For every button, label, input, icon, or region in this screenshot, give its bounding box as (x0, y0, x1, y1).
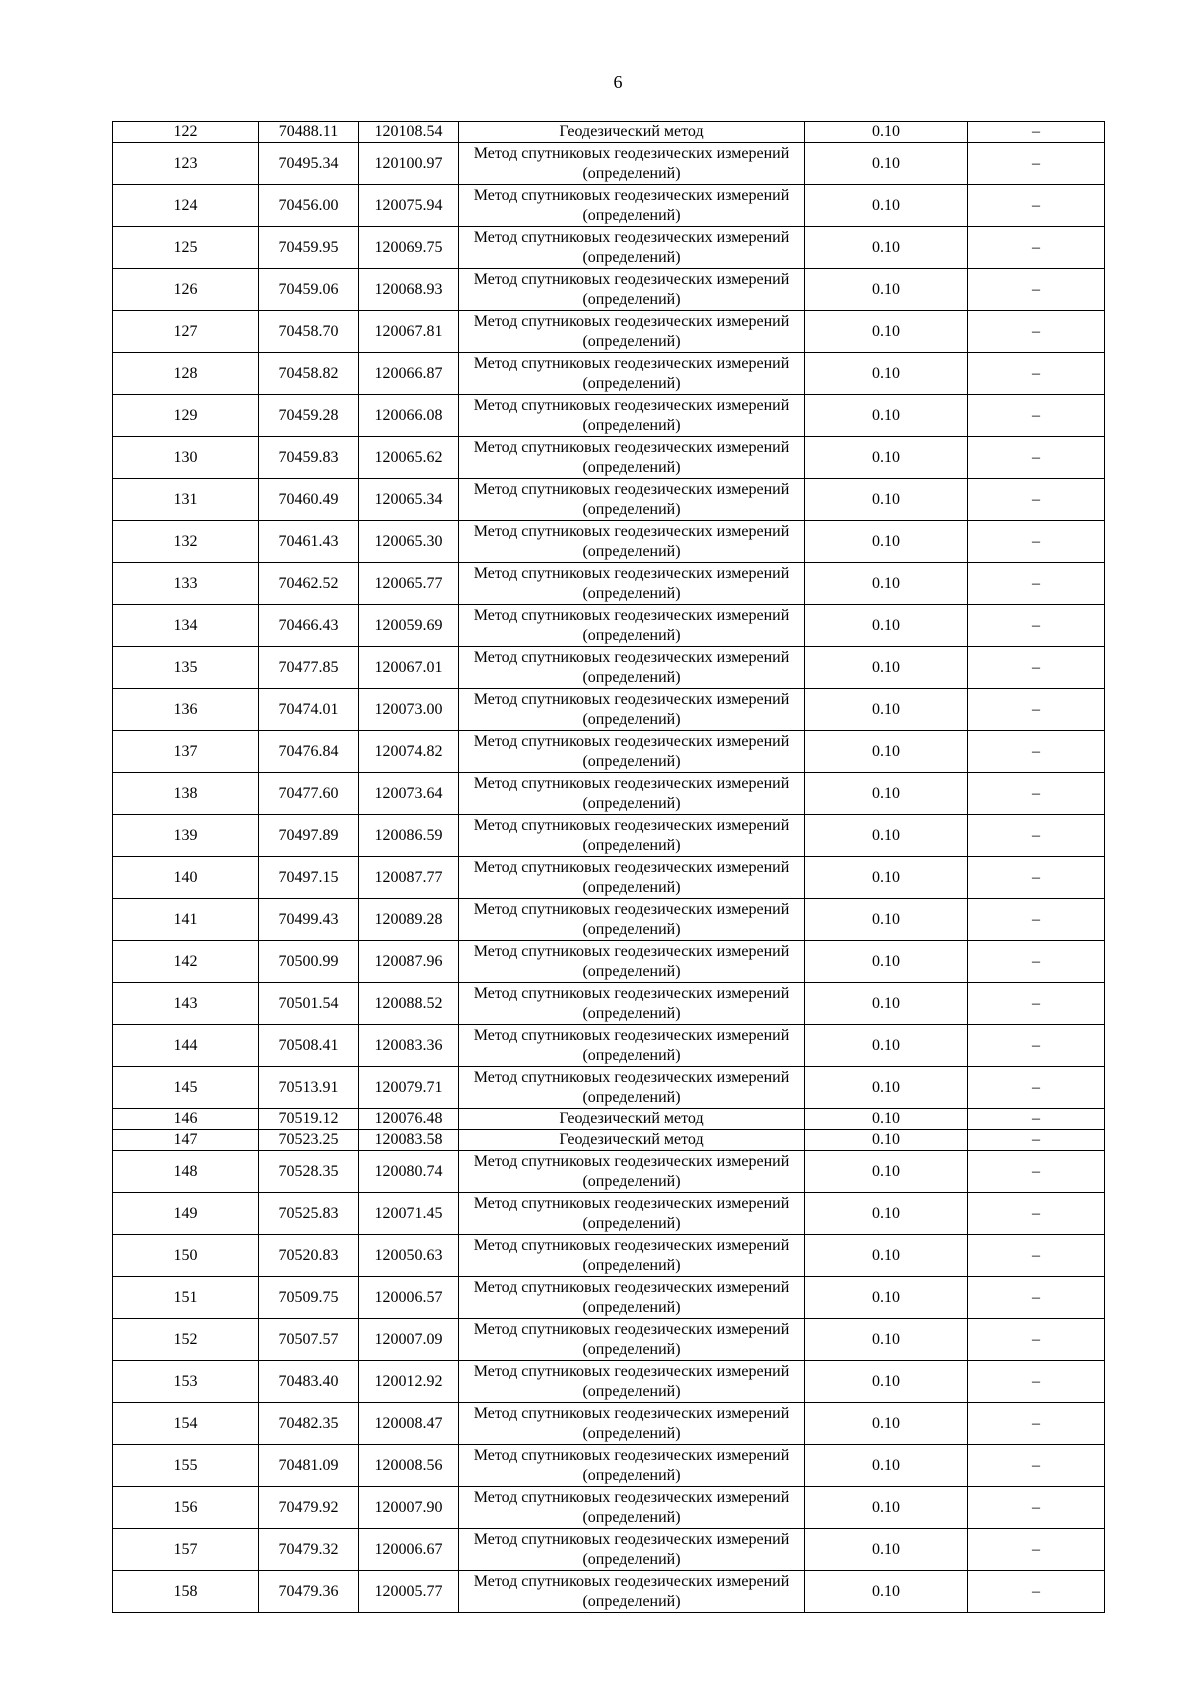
coordinate-x-cell: 70466.43 (259, 605, 359, 647)
method-cell: Метод спутниковых геодезических измерений (определений) (459, 773, 805, 815)
method-cell: Метод спутниковых геодезических измерений (определений) (459, 479, 805, 521)
method-cell: Метод спутниковых геодезических измерений (определений) (459, 1025, 805, 1067)
description-cell: – (968, 773, 1105, 815)
coordinate-y-cell: 120065.62 (359, 437, 459, 479)
table-row (113, 1235, 1105, 1277)
description-cell: – (968, 563, 1105, 605)
description-cell: – (968, 185, 1105, 227)
point-number-cell: 128 (113, 353, 259, 395)
description-cell: – (968, 1193, 1105, 1235)
point-number-cell: 122 (113, 122, 259, 143)
table-row (113, 1445, 1105, 1487)
accuracy-cell: 0.10 (805, 1529, 968, 1571)
description-cell: – (968, 1529, 1105, 1571)
accuracy-cell: 0.10 (805, 983, 968, 1025)
method-cell: Метод спутниковых геодезических измерений (определений) (459, 605, 805, 647)
table-row (113, 185, 1105, 227)
point-number-cell: 146 (113, 1109, 259, 1130)
method-cell: Метод спутниковых геодезических измерений (определений) (459, 1193, 805, 1235)
method-cell: Метод спутниковых геодезических измерений (определений) (459, 227, 805, 269)
coordinate-y-cell: 120007.09 (359, 1319, 459, 1361)
method-cell: Метод спутниковых геодезических измерений (определений) (459, 269, 805, 311)
accuracy-cell: 0.10 (805, 1025, 968, 1067)
coordinate-x-cell: 70519.12 (259, 1109, 359, 1130)
description-cell: – (968, 311, 1105, 353)
point-number-cell: 136 (113, 689, 259, 731)
method-cell: Метод спутниковых геодезических измерений (определений) (459, 731, 805, 773)
coordinate-y-cell: 120069.75 (359, 227, 459, 269)
table-row (113, 227, 1105, 269)
method-cell: Метод спутниковых геодезических измерений (определений) (459, 1235, 805, 1277)
table-row (113, 1109, 1105, 1130)
point-number-cell: 145 (113, 1067, 259, 1109)
coordinate-y-cell: 120083.36 (359, 1025, 459, 1067)
table-row (113, 1067, 1105, 1109)
coordinate-x-cell: 70459.28 (259, 395, 359, 437)
accuracy-cell: 0.10 (805, 941, 968, 983)
method-cell: Метод спутниковых геодезических измерений (определений) (459, 1361, 805, 1403)
coordinate-y-cell: 120050.63 (359, 1235, 459, 1277)
coordinate-y-cell: 120067.01 (359, 647, 459, 689)
description-cell: – (968, 1025, 1105, 1067)
coordinate-x-cell: 70482.35 (259, 1403, 359, 1445)
description-cell: – (968, 353, 1105, 395)
method-cell: Метод спутниковых геодезических измерений (определений) (459, 311, 805, 353)
table-row (113, 1319, 1105, 1361)
accuracy-cell: 0.10 (805, 1487, 968, 1529)
point-number-cell: 144 (113, 1025, 259, 1067)
point-number-cell: 158 (113, 1571, 259, 1613)
method-cell: Метод спутниковых геодезических измерений (определений) (459, 437, 805, 479)
accuracy-cell: 0.10 (805, 1403, 968, 1445)
coordinate-x-cell: 70459.83 (259, 437, 359, 479)
point-number-cell: 149 (113, 1193, 259, 1235)
table-row (113, 437, 1105, 479)
table-row (113, 521, 1105, 563)
point-number-cell: 137 (113, 731, 259, 773)
coordinate-y-cell: 120065.77 (359, 563, 459, 605)
description-cell: – (968, 689, 1105, 731)
point-number-cell: 150 (113, 1235, 259, 1277)
coordinate-y-cell: 120066.08 (359, 395, 459, 437)
method-cell: Метод спутниковых геодезических измерений (определений) (459, 1067, 805, 1109)
table-row (113, 353, 1105, 395)
coordinate-x-cell: 70477.85 (259, 647, 359, 689)
table-row (113, 311, 1105, 353)
coordinate-x-cell: 70499.43 (259, 899, 359, 941)
table-row (113, 815, 1105, 857)
description-cell: – (968, 122, 1105, 143)
point-number-cell: 124 (113, 185, 259, 227)
coordinate-x-cell: 70528.35 (259, 1151, 359, 1193)
coordinate-y-cell: 120073.00 (359, 689, 459, 731)
accuracy-cell: 0.10 (805, 1319, 968, 1361)
coordinate-y-cell: 120008.56 (359, 1445, 459, 1487)
coordinate-y-cell: 120074.82 (359, 731, 459, 773)
coordinate-x-cell: 70458.82 (259, 353, 359, 395)
coordinate-y-cell: 120100.97 (359, 143, 459, 185)
description-cell: – (968, 1571, 1105, 1613)
coordinate-x-cell: 70458.70 (259, 311, 359, 353)
accuracy-cell: 0.10 (805, 395, 968, 437)
description-cell: – (968, 479, 1105, 521)
accuracy-cell: 0.10 (805, 1130, 968, 1151)
method-cell: Метод спутниковых геодезических измерений (определений) (459, 143, 805, 185)
point-number-cell: 135 (113, 647, 259, 689)
point-number-cell: 141 (113, 899, 259, 941)
coordinate-y-cell: 120008.47 (359, 1403, 459, 1445)
coordinate-y-cell: 120076.48 (359, 1109, 459, 1130)
method-cell: Метод спутниковых геодезических измерений (определений) (459, 689, 805, 731)
coordinate-x-cell: 70488.11 (259, 122, 359, 143)
coordinate-y-cell: 120080.74 (359, 1151, 459, 1193)
point-number-cell: 134 (113, 605, 259, 647)
accuracy-cell: 0.10 (805, 1277, 968, 1319)
point-number-cell: 157 (113, 1529, 259, 1571)
table-row (113, 1361, 1105, 1403)
method-cell: Метод спутниковых геодезических измерений (определений) (459, 185, 805, 227)
coordinate-y-cell: 120012.92 (359, 1361, 459, 1403)
coordinate-y-cell: 120075.94 (359, 185, 459, 227)
point-number-cell: 133 (113, 563, 259, 605)
description-cell: – (968, 1277, 1105, 1319)
table-row (113, 647, 1105, 689)
coordinate-y-cell: 120065.30 (359, 521, 459, 563)
point-number-cell: 126 (113, 269, 259, 311)
page-number: 6 (613, 72, 623, 92)
table-row (113, 122, 1105, 143)
table-row (113, 1571, 1105, 1613)
description-cell: – (968, 647, 1105, 689)
coordinate-x-cell: 70481.09 (259, 1445, 359, 1487)
accuracy-cell: 0.10 (805, 731, 968, 773)
method-cell: Геодезический метод (459, 122, 805, 143)
coordinate-y-cell: 120066.87 (359, 353, 459, 395)
description-cell: – (968, 1445, 1105, 1487)
description-cell: – (968, 1403, 1105, 1445)
coordinate-y-cell: 120006.57 (359, 1277, 459, 1319)
accuracy-cell: 0.10 (805, 521, 968, 563)
point-number-cell: 140 (113, 857, 259, 899)
coordinate-y-cell: 120087.77 (359, 857, 459, 899)
point-number-cell: 130 (113, 437, 259, 479)
accuracy-cell: 0.10 (805, 1151, 968, 1193)
accuracy-cell: 0.10 (805, 773, 968, 815)
coordinate-x-cell: 70461.43 (259, 521, 359, 563)
description-cell: – (968, 857, 1105, 899)
coordinate-y-cell: 120089.28 (359, 899, 459, 941)
point-number-cell: 148 (113, 1151, 259, 1193)
coordinate-x-cell: 70476.84 (259, 731, 359, 773)
point-number-cell: 125 (113, 227, 259, 269)
table-row (113, 479, 1105, 521)
accuracy-cell: 0.10 (805, 647, 968, 689)
coordinate-x-cell: 70477.60 (259, 773, 359, 815)
accuracy-cell: 0.10 (805, 122, 968, 143)
coordinate-y-cell: 120005.77 (359, 1571, 459, 1613)
accuracy-cell: 0.10 (805, 899, 968, 941)
table-row (113, 143, 1105, 185)
table-row (113, 773, 1105, 815)
description-cell: – (968, 983, 1105, 1025)
accuracy-cell: 0.10 (805, 605, 968, 647)
accuracy-cell: 0.10 (805, 563, 968, 605)
coordinate-y-cell: 120086.59 (359, 815, 459, 857)
table-row (113, 731, 1105, 773)
table-row (113, 1529, 1105, 1571)
point-number-cell: 139 (113, 815, 259, 857)
coordinate-y-cell: 120073.64 (359, 773, 459, 815)
method-cell: Метод спутниковых геодезических измерений (определений) (459, 353, 805, 395)
description-cell: – (968, 269, 1105, 311)
point-number-cell: 129 (113, 395, 259, 437)
coordinate-x-cell: 70500.99 (259, 941, 359, 983)
point-number-cell: 123 (113, 143, 259, 185)
coordinates-table (112, 121, 1105, 1613)
description-cell: – (968, 437, 1105, 479)
coordinate-x-cell: 70479.32 (259, 1529, 359, 1571)
description-cell: – (968, 143, 1105, 185)
method-cell: Метод спутниковых геодезических измерений (определений) (459, 563, 805, 605)
coordinate-y-cell: 120067.81 (359, 311, 459, 353)
description-cell: – (968, 1109, 1105, 1130)
coordinate-y-cell: 120007.90 (359, 1487, 459, 1529)
table-row (113, 857, 1105, 899)
coordinate-x-cell: 70460.49 (259, 479, 359, 521)
point-number-cell: 143 (113, 983, 259, 1025)
description-cell: – (968, 1067, 1105, 1109)
coordinate-y-cell: 120071.45 (359, 1193, 459, 1235)
accuracy-cell: 0.10 (805, 311, 968, 353)
coordinate-x-cell: 70479.36 (259, 1571, 359, 1613)
method-cell: Метод спутниковых геодезических измерений (определений) (459, 1277, 805, 1319)
method-cell: Метод спутниковых геодезических измерений (определений) (459, 941, 805, 983)
method-cell: Геодезический метод (459, 1130, 805, 1151)
table-row (113, 983, 1105, 1025)
description-cell: – (968, 815, 1105, 857)
accuracy-cell: 0.10 (805, 479, 968, 521)
coordinate-y-cell: 120088.52 (359, 983, 459, 1025)
coordinate-y-cell: 120087.96 (359, 941, 459, 983)
table-row (113, 1025, 1105, 1067)
coordinate-x-cell: 70474.01 (259, 689, 359, 731)
point-number-cell: 131 (113, 479, 259, 521)
coordinate-x-cell: 70462.52 (259, 563, 359, 605)
description-cell: – (968, 227, 1105, 269)
point-number-cell: 155 (113, 1445, 259, 1487)
coordinate-x-cell: 70507.57 (259, 1319, 359, 1361)
coordinate-x-cell: 70525.83 (259, 1193, 359, 1235)
method-cell: Метод спутниковых геодезических измерений (определений) (459, 647, 805, 689)
description-cell: – (968, 1130, 1105, 1151)
coordinate-y-cell: 120068.93 (359, 269, 459, 311)
accuracy-cell: 0.10 (805, 353, 968, 395)
coordinate-y-cell: 120006.67 (359, 1529, 459, 1571)
coordinate-x-cell: 70513.91 (259, 1067, 359, 1109)
description-cell: – (968, 395, 1105, 437)
coordinate-y-cell: 120059.69 (359, 605, 459, 647)
table-row (113, 689, 1105, 731)
point-number-cell: 152 (113, 1319, 259, 1361)
point-number-cell: 151 (113, 1277, 259, 1319)
table-row (113, 1130, 1105, 1151)
coordinate-y-cell: 120083.58 (359, 1130, 459, 1151)
coordinate-x-cell: 70523.25 (259, 1130, 359, 1151)
table-row (113, 1151, 1105, 1193)
accuracy-cell: 0.10 (805, 269, 968, 311)
coordinate-x-cell: 70501.54 (259, 983, 359, 1025)
coordinate-x-cell: 70459.95 (259, 227, 359, 269)
table-row (113, 605, 1105, 647)
method-cell: Метод спутниковых геодезических измерений (определений) (459, 1319, 805, 1361)
accuracy-cell: 0.10 (805, 437, 968, 479)
coordinate-y-cell: 120065.34 (359, 479, 459, 521)
method-cell: Метод спутниковых геодезических измерений (определений) (459, 1403, 805, 1445)
description-cell: – (968, 1361, 1105, 1403)
description-cell: – (968, 731, 1105, 773)
method-cell: Метод спутниковых геодезических измерений (определений) (459, 1529, 805, 1571)
point-number-cell: 147 (113, 1130, 259, 1151)
accuracy-cell: 0.10 (805, 227, 968, 269)
point-number-cell: 153 (113, 1361, 259, 1403)
coordinate-x-cell: 70495.34 (259, 143, 359, 185)
accuracy-cell: 0.10 (805, 143, 968, 185)
table-row (113, 563, 1105, 605)
coordinate-y-cell: 120079.71 (359, 1067, 459, 1109)
description-cell: – (968, 521, 1105, 563)
accuracy-cell: 0.10 (805, 689, 968, 731)
coordinate-x-cell: 70479.92 (259, 1487, 359, 1529)
method-cell: Метод спутниковых геодезических измерений (определений) (459, 1571, 805, 1613)
method-cell: Метод спутниковых геодезических измерений (определений) (459, 1151, 805, 1193)
accuracy-cell: 0.10 (805, 1445, 968, 1487)
accuracy-cell: 0.10 (805, 857, 968, 899)
accuracy-cell: 0.10 (805, 1235, 968, 1277)
description-cell: – (968, 1151, 1105, 1193)
point-number-cell: 132 (113, 521, 259, 563)
table-row (113, 1487, 1105, 1529)
description-cell: – (968, 899, 1105, 941)
coordinate-x-cell: 70497.15 (259, 857, 359, 899)
method-cell: Метод спутниковых геодезических измерений (определений) (459, 395, 805, 437)
accuracy-cell: 0.10 (805, 815, 968, 857)
point-number-cell: 138 (113, 773, 259, 815)
table-row (113, 395, 1105, 437)
description-cell: – (968, 605, 1105, 647)
coordinate-x-cell: 70508.41 (259, 1025, 359, 1067)
coordinate-x-cell: 70483.40 (259, 1361, 359, 1403)
accuracy-cell: 0.10 (805, 1361, 968, 1403)
table-row (113, 899, 1105, 941)
method-cell: Метод спутниковых геодезических измерений (определений) (459, 1445, 805, 1487)
coordinate-x-cell: 70456.00 (259, 185, 359, 227)
table-row (113, 1193, 1105, 1235)
table-row (113, 1403, 1105, 1445)
coordinate-x-cell: 70520.83 (259, 1235, 359, 1277)
accuracy-cell: 0.10 (805, 185, 968, 227)
coordinate-x-cell: 70509.75 (259, 1277, 359, 1319)
coordinate-x-cell: 70497.89 (259, 815, 359, 857)
method-cell: Метод спутниковых геодезических измерений (определений) (459, 983, 805, 1025)
description-cell: – (968, 1319, 1105, 1361)
description-cell: – (968, 1487, 1105, 1529)
method-cell: Метод спутниковых геодезических измерений (определений) (459, 857, 805, 899)
accuracy-cell: 0.10 (805, 1571, 968, 1613)
coordinate-y-cell: 120108.54 (359, 122, 459, 143)
table-row (113, 1277, 1105, 1319)
table-body (113, 122, 1105, 1613)
accuracy-cell: 0.10 (805, 1193, 968, 1235)
accuracy-cell: 0.10 (805, 1109, 968, 1130)
method-cell: Метод спутниковых геодезических измерений (определений) (459, 899, 805, 941)
coordinate-x-cell: 70459.06 (259, 269, 359, 311)
method-cell: Метод спутниковых геодезических измерений (определений) (459, 1487, 805, 1529)
method-cell: Геодезический метод (459, 1109, 805, 1130)
description-cell: – (968, 941, 1105, 983)
point-number-cell: 142 (113, 941, 259, 983)
point-number-cell: 127 (113, 311, 259, 353)
table-row (113, 269, 1105, 311)
method-cell: Метод спутниковых геодезических измерений (определений) (459, 521, 805, 563)
point-number-cell: 156 (113, 1487, 259, 1529)
table-row (113, 941, 1105, 983)
point-number-cell: 154 (113, 1403, 259, 1445)
method-cell: Метод спутниковых геодезических измерений (определений) (459, 815, 805, 857)
description-cell: – (968, 1235, 1105, 1277)
accuracy-cell: 0.10 (805, 1067, 968, 1109)
